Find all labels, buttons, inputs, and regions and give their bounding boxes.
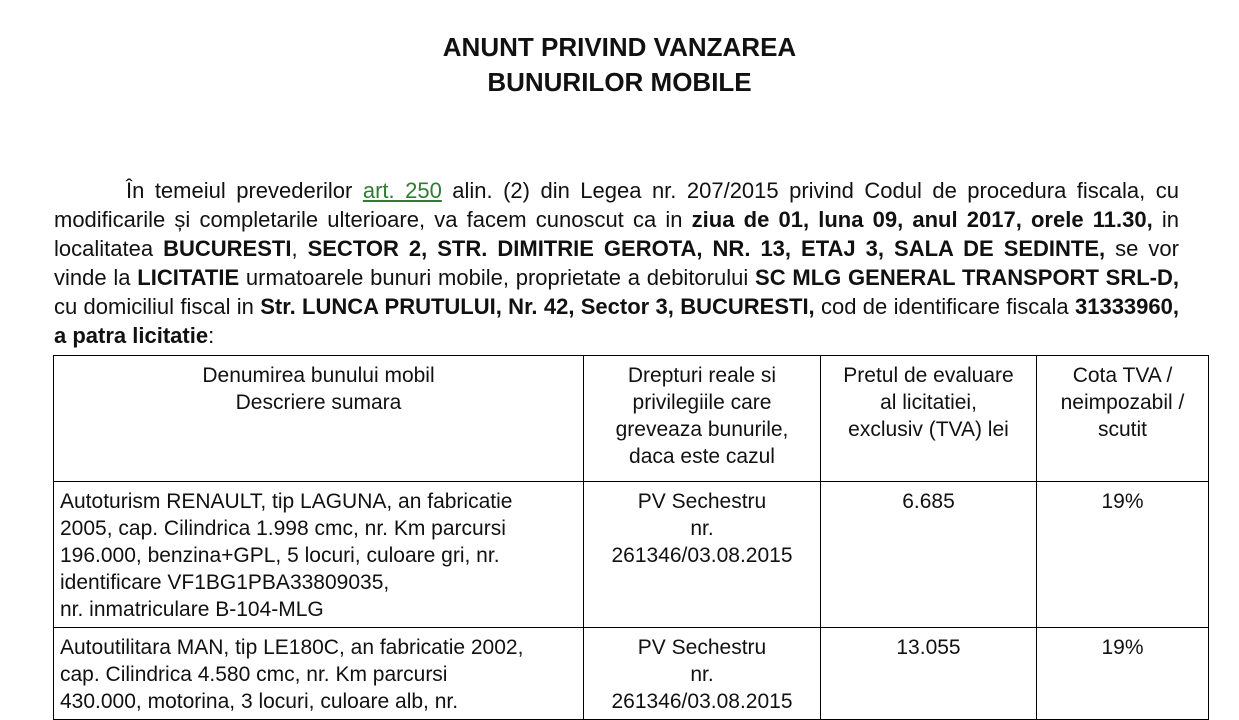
sale-type: LICITATIE xyxy=(137,265,240,290)
intro-text: alin. (2) din Legea nr. 207/2015 privind Codul de procedura fiscala, cu modificarile și completarile ulterioare, va facem cunoscut ca in xyxy=(54,178,1179,232)
cell-rights: PV Sechestru nr. 261346/03.08.2015 xyxy=(584,628,821,720)
cell-description: Autoutilitara MAN, tip LE180C, an fabricatie 2002, cap. Cilindrica 4.580 cmc, nr. Km parcursi 430.000, motorina, 3 locuri, culoare alb, nr. xyxy=(54,628,584,720)
debtor-address: Str. LUNCA PRUTULUI, Nr. 42, Sector 3, BUCURESTI, xyxy=(260,294,815,319)
intro-text: , xyxy=(291,236,308,261)
title-line-1: ANUNT PRIVIND VANZAREA xyxy=(442,32,797,62)
article-link[interactable]: art. 250 xyxy=(362,178,442,203)
auction-address: SECTOR 2, STR. DIMITRIE GEROTA, NR. 13, ETAJ 3, SALA DE SEDINTE, xyxy=(307,236,1106,261)
intro-text: În temeiul prevederilor xyxy=(126,178,363,203)
cell-price: 13.055 xyxy=(821,628,1037,720)
document-title xyxy=(0,30,1239,100)
title-line-2: BUNURILOR MOBILE xyxy=(487,67,752,97)
debtor-name: SC MLG GENERAL TRANSPORT SRL-D, xyxy=(755,265,1179,290)
intro-text: cod de identificare fiscala xyxy=(814,294,1075,319)
cell-vat: 19% xyxy=(1037,628,1209,720)
table-row xyxy=(54,482,1209,628)
auction-date: ziua de 01, luna 09, anul 2017, orele 11.30, xyxy=(691,207,1153,232)
intro-paragraph xyxy=(54,176,1179,350)
intro-text: urmatoarele bunuri mobile, proprietate a debitorului xyxy=(239,265,756,290)
fiscal-code: 31333960, a patra licitatie xyxy=(54,294,1179,348)
header-description: Denumirea bunului mobil Descriere sumara xyxy=(54,356,584,482)
auction-city: BUCURESTI xyxy=(163,236,292,261)
goods-table xyxy=(53,355,1209,720)
intro-text: in localitatea xyxy=(54,207,1179,261)
header-vat: Cota TVA / neimpozabil / scutit xyxy=(1037,356,1209,482)
cell-price: 6.685 xyxy=(821,482,1037,628)
header-price: Pretul de evaluare al licitatiei, exclusiv (TVA) lei xyxy=(821,356,1037,482)
intro-text: se vor vinde la xyxy=(54,236,1179,290)
table-row xyxy=(54,628,1209,720)
intro-text: : xyxy=(208,323,215,348)
header-rights: Drepturi reale si privilegiile care greveaza bunurile, daca este cazul xyxy=(584,356,821,482)
cell-vat: 19% xyxy=(1037,482,1209,628)
cell-description: Autoturism RENAULT, tip LAGUNA, an fabricatie 2005, cap. Cilindrica 1.998 cmc, nr. Km parcursi 196.000, benzina+GPL, 5 locuri, culoare gri, nr. identificare VF1BG1PBA33809035, nr. inmatriculare B-104-MLG xyxy=(54,482,584,628)
table-header-row xyxy=(54,356,1209,482)
intro-text: cu domiciliul fiscal in xyxy=(54,294,261,319)
cell-rights: PV Sechestru nr. 261346/03.08.2015 xyxy=(584,482,821,628)
